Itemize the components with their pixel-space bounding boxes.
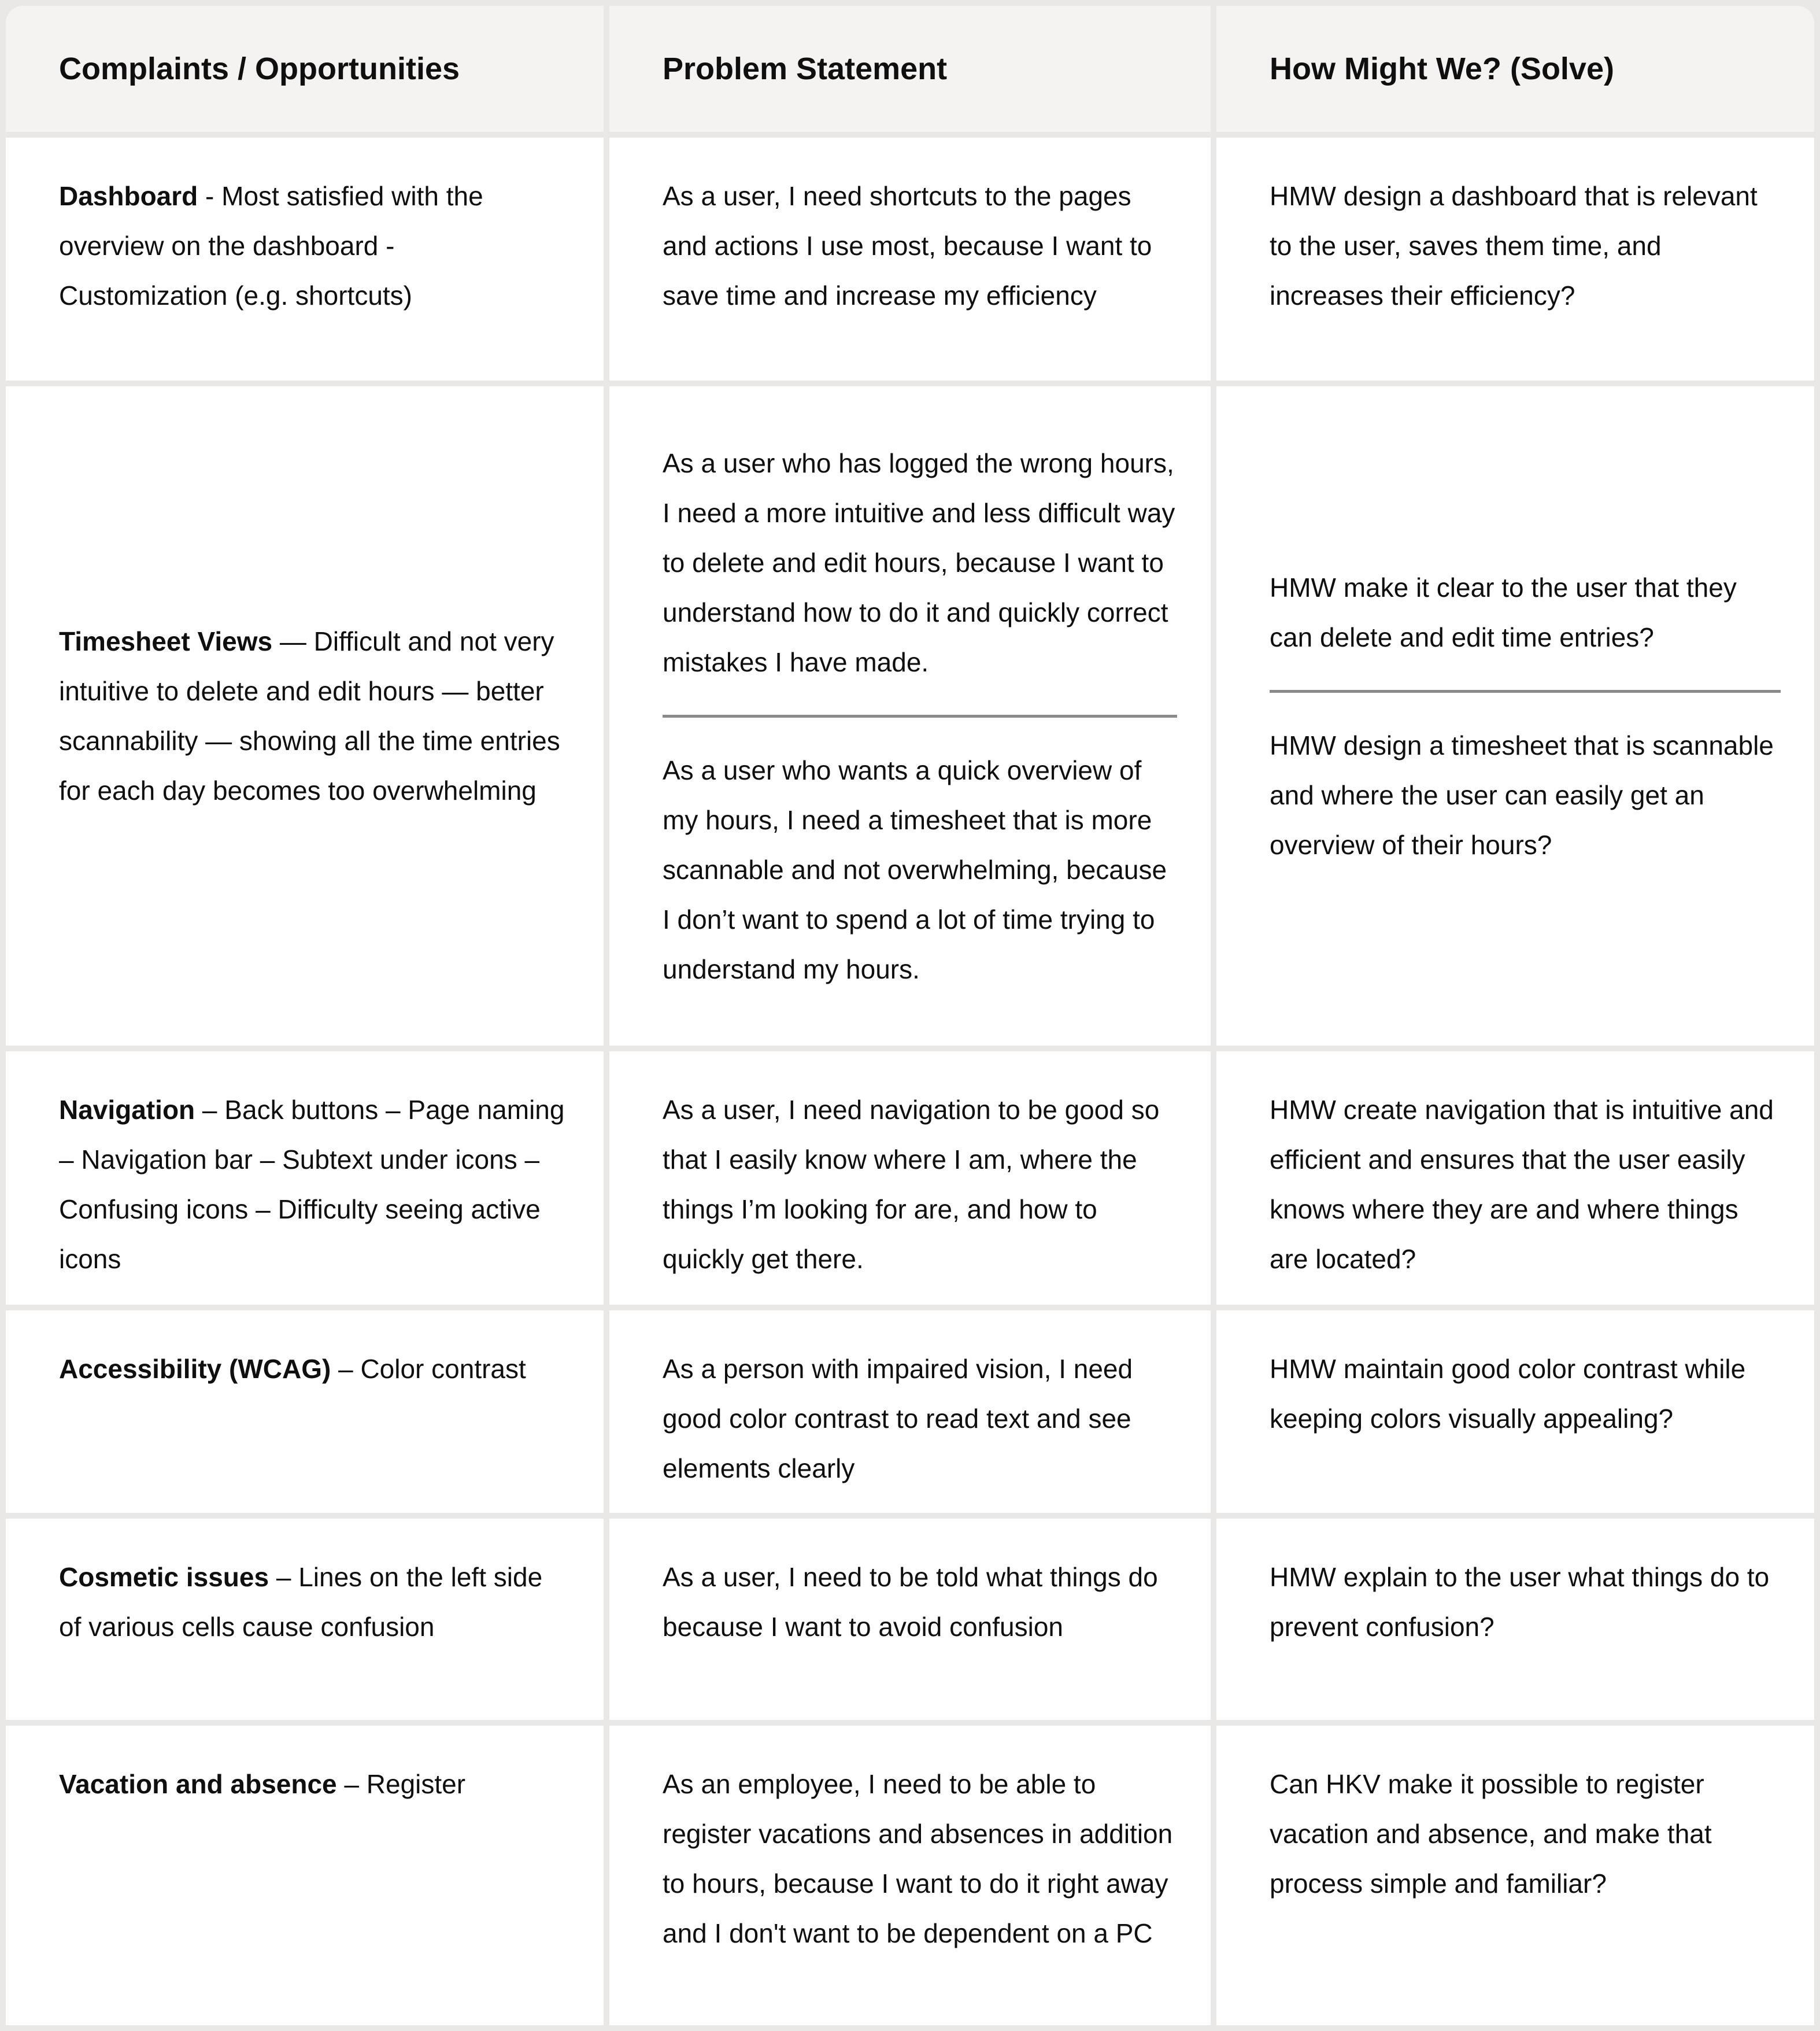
hmw-cell[interactable]: [1216, 138, 1814, 381]
cell-paragraph: HMW design a timesheet that is scannable and where the user can easily get an overview of their hours?: [1270, 730, 1774, 860]
complaint-detail-text: – Register: [336, 1769, 466, 1799]
paragraph-divider: [1270, 690, 1781, 693]
complaint-topic-label: Vacation and absence: [59, 1769, 337, 1799]
hmw-cell[interactable]: [1216, 1519, 1814, 1720]
column-header-label: How Might We? (Solve): [1270, 51, 1614, 86]
complaint-topic-label: Accessibility (WCAG): [59, 1354, 331, 1384]
complaint-cell[interactable]: [6, 386, 604, 1046]
problem-cell[interactable]: [609, 1726, 1211, 2025]
cell-paragraph: HMW explain to the user what things do to prevent confusion?: [1270, 1562, 1770, 1642]
column-header-label: Problem Statement: [663, 51, 948, 86]
cell-paragraph: As a user, I need to be told what things do because I want to avoid confusion: [663, 1562, 1158, 1642]
cell-paragraph: [59, 616, 570, 815]
cell-paragraph: As a user, I need shortcuts to the pages and actions I use most, because I want to save time and increase my efficiency: [663, 181, 1152, 311]
complaint-cell[interactable]: [6, 1726, 604, 2025]
hmw-cell[interactable]: [1216, 1310, 1814, 1513]
cell-paragraph: Can HKV make it possible to register vacation and absence, and make that process simple and familiar?: [1270, 1769, 1712, 1899]
complaint-cell[interactable]: [6, 1310, 604, 1513]
complaint-detail-text: - Most satisfied with the overview on the dashboard - Customization (e.g. shortcuts): [59, 181, 483, 311]
complaint-topic-label: Navigation: [59, 1095, 195, 1125]
cell-paragraph: HMW maintain good color contrast while keeping colors visually appealing?: [1270, 1354, 1746, 1434]
complaint-topic-label: Dashboard: [59, 181, 198, 211]
complaint-topic-label: Timesheet Views: [59, 626, 273, 656]
complaint-detail-text: – Color contrast: [331, 1354, 526, 1384]
paragraph-divider: [663, 715, 1177, 718]
complaint-topic-label: Cosmetic issues: [59, 1562, 269, 1592]
cell-paragraph: HMW create navigation that is intuitive and efficient and ensures that the user easily knows where they are and where things are located?: [1270, 1095, 1774, 1274]
complaint-cell[interactable]: [6, 1519, 604, 1720]
complaint-detail-text: – Lines on the left side of various cells cause confusion: [59, 1562, 543, 1642]
problem-cell[interactable]: [609, 1310, 1211, 1513]
cell-paragraph: As a user, I need navigation to be good so that I easily know where I am, where the things I’m looking for are, and how to quickly get there.: [663, 1095, 1160, 1274]
hmw-cell[interactable]: [1216, 386, 1814, 1046]
problem-cell[interactable]: [609, 386, 1211, 1046]
cell-paragraph: As a user who has logged the wrong hours, I need a more intuitive and less difficult way to delete and edit hours, because I want to understand how to do it and quickly correct mistakes I have made.: [663, 448, 1175, 677]
complaint-cell[interactable]: [6, 138, 604, 381]
column-header-hmw[interactable]: [1216, 6, 1814, 132]
cell-paragraph: As an employee, I need to be able to register vacations and absences in addition to hours, because I want to do it right away and I don't want to be dependent on a PC: [663, 1769, 1173, 1948]
problem-cell[interactable]: [609, 1519, 1211, 1720]
complaint-detail-text: – Back buttons – Page naming – Navigation bar – Subtext under icons – Confusing icons – Difficulty seeing active icons: [59, 1095, 565, 1274]
hmw-cell[interactable]: [1216, 1726, 1814, 2025]
hmw-cell[interactable]: [1216, 1051, 1814, 1305]
cell-paragraph: [59, 1552, 570, 1652]
column-header-complaints[interactable]: [6, 6, 604, 132]
cell-paragraph: As a user who wants a quick overview of my hours, I need a timesheet that is more scannable and not overwhelming, because I don’t want to spend a lot of time trying to understand my hours.: [663, 755, 1167, 984]
cell-paragraph: [59, 171, 570, 320]
column-header-problem[interactable]: [609, 6, 1211, 132]
complaint-detail-text: — Difficult and not very intuitive to delete and edit hours — better scannability — showing all the time entries for each day becomes too overwhelming: [59, 626, 560, 806]
cell-paragraph: [59, 1759, 570, 1809]
problem-cell[interactable]: [609, 138, 1211, 381]
problem-cell[interactable]: [609, 1051, 1211, 1305]
cell-paragraph: HMW design a dashboard that is relevant to the user, saves them time, and increases their efficiency?: [1270, 181, 1758, 311]
cell-paragraph: [59, 1344, 570, 1394]
complaint-cell[interactable]: [6, 1051, 604, 1305]
column-header-label: Complaints / Opportunities: [59, 51, 460, 86]
cell-paragraph: HMW make it clear to the user that they can delete and edit time entries?: [1270, 572, 1737, 652]
cell-paragraph: [59, 1085, 570, 1284]
cell-paragraph: As a person with impaired vision, I need good color contrast to read text and see elements clearly: [663, 1354, 1133, 1483]
